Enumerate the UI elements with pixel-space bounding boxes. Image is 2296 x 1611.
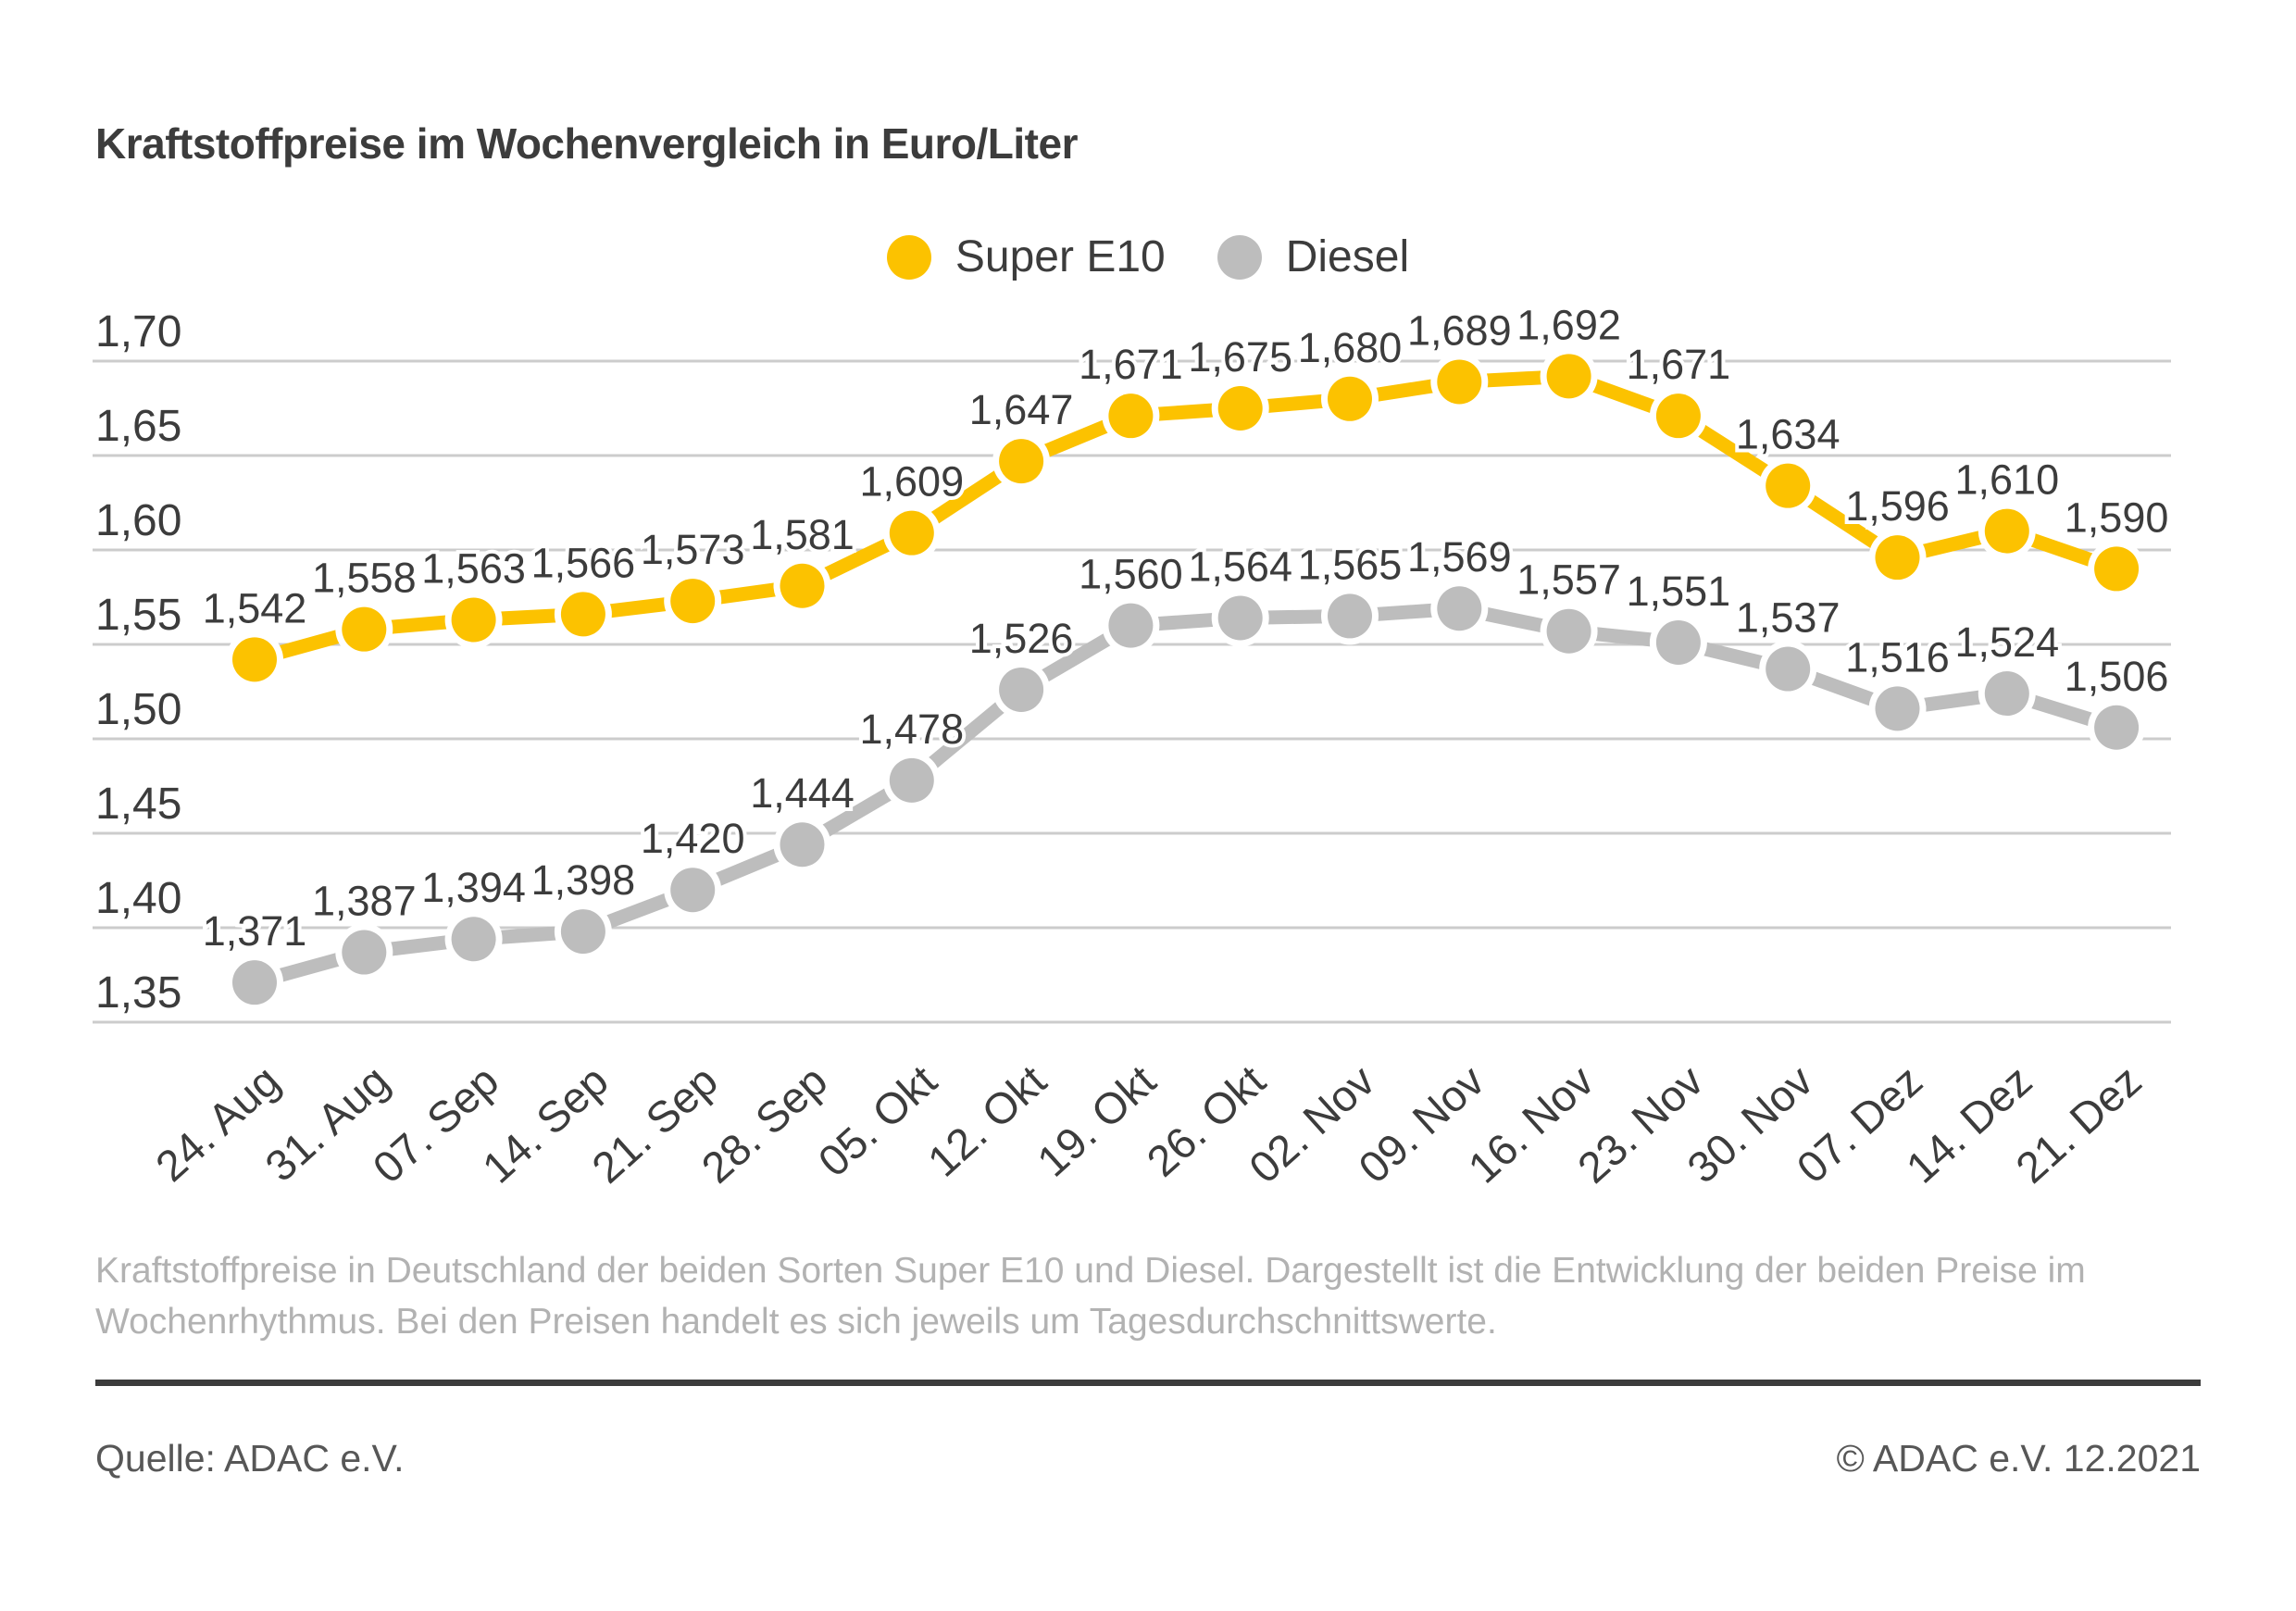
x-tick-label: 09. Nov	[1349, 1055, 1493, 1193]
data-point-marker	[1437, 586, 1481, 631]
data-point-marker	[232, 637, 277, 681]
data-point-label: 1,692	[1516, 301, 1621, 349]
copyright-text: © ADAC e.V. 12.2021	[1836, 1437, 2201, 1480]
y-tick-label: 1,50	[95, 685, 182, 734]
y-tick-label: 1,65	[95, 402, 182, 451]
data-point-label: 1,398	[530, 856, 636, 905]
data-point-marker	[1328, 593, 1372, 638]
data-point-label: 1,387	[311, 877, 417, 925]
data-point-label: 1,551	[1626, 567, 1731, 615]
data-point-marker	[890, 758, 934, 803]
data-point-label: 1,516	[1845, 633, 1950, 681]
data-point-marker	[232, 960, 277, 1005]
y-tick-label: 1,45	[95, 780, 182, 829]
x-tick-label: 30. Nov	[1678, 1055, 1822, 1193]
data-point-label: 1,420	[640, 815, 745, 863]
data-point-marker	[780, 822, 825, 867]
data-point-marker	[1547, 354, 1591, 398]
data-point-label: 1,565	[1297, 541, 1403, 589]
data-point-label: 1,609	[859, 457, 965, 506]
x-tick-label: 14. Sep	[472, 1055, 618, 1193]
data-point-label: 1,590	[2064, 493, 2169, 542]
data-point-marker	[780, 564, 825, 608]
x-tick-label: 02. Nov	[1239, 1055, 1384, 1193]
x-tick-label: 16. Nov	[1458, 1055, 1603, 1193]
x-tick-label: 07. Dez	[1787, 1055, 1932, 1193]
data-point-label: 1,526	[968, 614, 1074, 662]
data-point-label: 1,371	[202, 907, 307, 955]
x-tick-label: 24. Aug	[145, 1055, 289, 1192]
data-point-label: 1,647	[968, 386, 1074, 434]
data-point-label: 1,478	[859, 705, 965, 753]
chart-caption: Kraftstoffpreise in Deutschland der beiden Sorten Super E10 und Diesel. Dargestellt ist die Entwicklung der beiden Preise im Wochenrhythmus. Bei den Preisen handelt es sich jeweils um Tagesdurchschnittswerte.	[95, 1251, 2086, 1342]
footer	[95, 1437, 2201, 1480]
x-tick-label: 28. Sep	[692, 1055, 837, 1193]
data-point-label: 1,581	[750, 510, 855, 558]
data-point-label: 1,634	[1735, 410, 1841, 458]
data-point-marker	[1985, 509, 2029, 554]
data-point-label: 1,569	[1406, 533, 1512, 581]
data-point-label: 1,566	[530, 539, 636, 587]
x-tick-label: 14. Dez	[1896, 1055, 2041, 1193]
data-point-marker	[999, 439, 1043, 483]
data-point-label: 1,560	[1079, 550, 1183, 598]
data-point-label: 1,671	[1626, 341, 1731, 389]
data-point-marker	[670, 868, 715, 912]
data-point-label: 1,564	[1188, 543, 1293, 591]
y-tick-label: 1,70	[95, 307, 182, 356]
data-point-marker	[1108, 604, 1153, 648]
data-point-label: 1,563	[421, 544, 526, 593]
legend-label-diesel: Diesel	[1285, 232, 1410, 281]
data-point-marker	[1218, 386, 1263, 431]
data-point-marker	[670, 579, 715, 623]
data-point-marker	[561, 909, 605, 954]
data-point-marker	[342, 930, 386, 975]
data-point-label: 1,557	[1516, 556, 1621, 604]
source-text: Quelle: ADAC e.V.	[95, 1437, 405, 1480]
data-point-marker	[452, 917, 496, 961]
data-point-label: 1,596	[1845, 482, 1950, 531]
y-tick-label: 1,60	[95, 496, 182, 545]
data-point-marker	[890, 511, 934, 556]
data-point-marker	[1656, 620, 1701, 665]
data-point-label: 1,524	[1954, 618, 2060, 667]
data-point-label: 1,444	[750, 769, 855, 818]
data-point-label: 1,610	[1954, 456, 2060, 504]
data-point-marker	[2094, 546, 2139, 591]
data-point-marker	[999, 668, 1043, 712]
data-point-marker	[1766, 464, 1810, 508]
y-tick-label: 1,40	[95, 874, 182, 923]
chart-title: Kraftstoffpreise im Wochenvergleich in Euro/Liter	[95, 119, 1078, 168]
x-tick-label: 19. Okt	[1028, 1055, 1166, 1186]
y-tick-label: 1,55	[95, 591, 182, 640]
data-point-marker	[1985, 671, 2029, 716]
data-point-label: 1,675	[1188, 333, 1293, 381]
data-point-label: 1,542	[202, 584, 307, 632]
data-point-label: 1,671	[1079, 341, 1183, 389]
data-point-label: 1,680	[1297, 323, 1403, 371]
data-point-label: 1,689	[1406, 306, 1512, 355]
x-tick-label: 21. Dez	[2005, 1055, 2151, 1193]
data-point-label: 1,573	[640, 526, 745, 574]
data-point-marker	[1328, 377, 1372, 421]
data-point-marker	[1876, 686, 1920, 731]
data-point-label: 1,506	[2064, 652, 2169, 700]
data-point-marker	[452, 597, 496, 642]
data-point-marker	[561, 592, 605, 636]
legend-label-super-e10: Super E10	[955, 232, 1166, 281]
x-tick-label: 05. Okt	[808, 1055, 946, 1186]
x-tick-label: 26. Okt	[1137, 1055, 1275, 1186]
data-point-marker	[1547, 609, 1591, 654]
data-point-marker	[1876, 535, 1920, 580]
data-point-marker	[342, 607, 386, 652]
data-point-label: 1,394	[421, 864, 526, 912]
x-tick-label: 07. Sep	[363, 1055, 508, 1193]
data-point-label: 1,558	[311, 554, 417, 602]
x-tick-label: 12. Okt	[917, 1055, 1055, 1186]
data-point-marker	[1766, 647, 1810, 692]
x-tick-label: 23. Nov	[1567, 1055, 1713, 1193]
footer-divider	[95, 1380, 2201, 1386]
data-point-marker	[1437, 359, 1481, 404]
x-tick-label: 21. Sep	[582, 1055, 727, 1193]
data-point-marker	[1108, 393, 1153, 438]
data-point-marker	[1656, 393, 1701, 438]
data-point-marker	[1218, 595, 1263, 640]
data-point-marker	[2094, 706, 2139, 750]
data-point-label: 1,537	[1735, 593, 1841, 642]
x-tick-label: 31. Aug	[256, 1055, 398, 1192]
y-tick-label: 1,35	[95, 968, 182, 1018]
